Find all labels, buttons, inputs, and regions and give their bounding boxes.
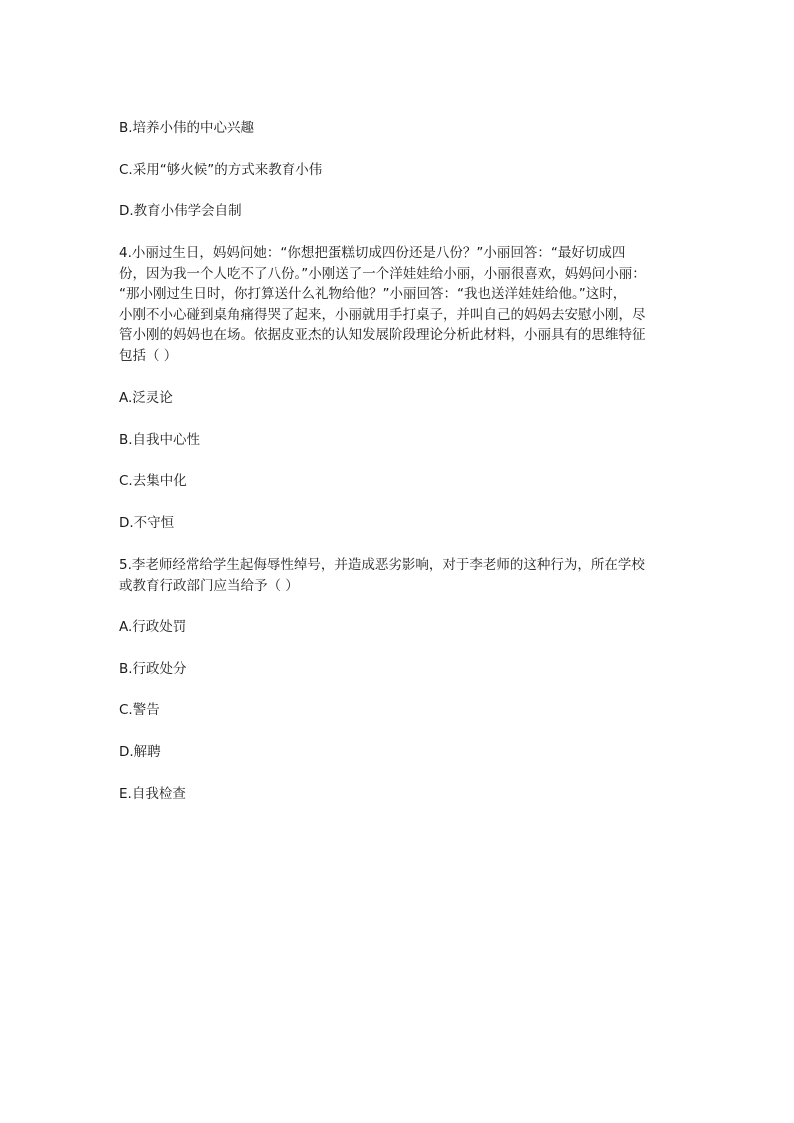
q4-stem-line: “那小刚过生日时，你打算送什么礼物给他？”小丽回答：“我也送洋娃娃给他。”这时， (119, 286, 627, 302)
q4-option-b: B.自我中心性 (119, 432, 201, 448)
q5-option-c: C.警告 (119, 702, 160, 718)
q3-option-c: C.采用“够火候”的方式来教育小伟 (119, 162, 323, 178)
q4-question-stem (119, 243, 667, 366)
q5-stem-line: 或教育行政部门应当给予（ ） (119, 577, 299, 594)
q5-option-b: B.行政处分 (119, 661, 187, 677)
q4-option-a: A.泛灵论 (119, 390, 173, 406)
q4-option-d: D.不守恒 (119, 515, 175, 531)
q4-option-c: C.去集中化 (119, 473, 187, 489)
q4-stem-line: 包括（ ） (119, 347, 178, 364)
q5-stem-line: 5.李老师经常给学生起侮辱性绰号，并造成恶劣影响，对于李老师的这种行为，所在学校 (119, 557, 645, 573)
q5-option-e: E.自我检查 (119, 786, 186, 802)
q4-stem-line: 4.小丽过生日，妈妈问她：“你想把蛋糕切成四份还是八份？”小丽回答：“最好切成四 (119, 245, 626, 261)
q3-option-b: B.培养小伟的中心兴趣 (119, 120, 255, 136)
q3-option-d: D.教育小伟学会自制 (119, 203, 242, 219)
q4-stem-line: 管小刚的妈妈也在场。依据皮亚杰的认知发展阶段理论分析此材料，小丽具有的思维特征 (119, 327, 646, 343)
q5-question-stem (119, 555, 667, 596)
q4-stem-line: 小刚不小心碰到桌角痛得哭了起来，小丽就用手打桌子，并叫自己的妈妈去安慰小刚，尽 (119, 306, 646, 323)
q5-option-a: A.行政处罚 (119, 619, 187, 635)
q4-stem-line: 份，因为我一个人吃不了八份。”小刚送了一个洋娃娃给小丽，小丽很喜欢，妈妈问小丽： (119, 265, 646, 282)
q5-option-d: D.解聘 (119, 744, 161, 760)
